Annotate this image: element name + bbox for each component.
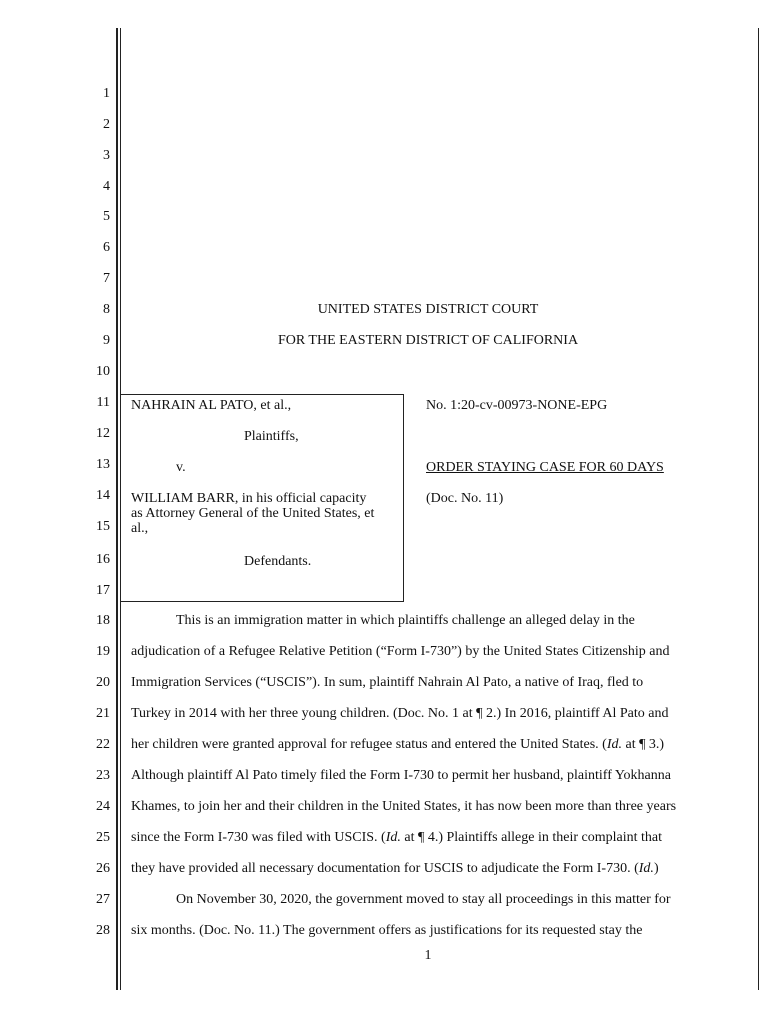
body-line-18: This is an immigration matter in which plaintiffs challenge an alleged delay in the (176, 613, 635, 628)
body-line-25 (131, 830, 662, 846)
plaintiff-role: Plaintiffs, (244, 429, 299, 444)
id-citation: Id. (606, 737, 622, 752)
line-number: 21 (96, 706, 110, 721)
line-number: 15 (96, 519, 110, 534)
page-number: 1 (424, 948, 432, 963)
case-number: No. 1:20-cv-00973-NONE-EPG (426, 398, 608, 413)
line-number: 17 (96, 583, 110, 598)
left-margin-rule-outer (116, 28, 118, 990)
line-number: 22 (96, 737, 110, 752)
line-number: 1 (103, 86, 110, 101)
body-text: since the Form I-730 was filed with USCIS. ( (131, 830, 386, 845)
line-number: 10 (96, 364, 110, 379)
body-line-21: Turkey in 2014 with her three young children. (Doc. No. 1 at ¶ 2.) In 2016, plaintiff Al Pato and (131, 706, 669, 721)
court-name: UNITED STATES DISTRICT COURT (317, 302, 539, 317)
line-number: 9 (103, 333, 110, 348)
body-line-20: Immigration Services (“USCIS”). In sum, plaintiff Nahrain Al Pato, a native of Iraq, fled to (131, 675, 644, 690)
line-number: 20 (96, 675, 110, 690)
line-number: 18 (96, 613, 110, 628)
line-number: 16 (96, 552, 110, 567)
body-text: ) (653, 861, 659, 876)
defendant-line-2: as Attorney General of the United States, et (131, 506, 375, 521)
body-line-26 (131, 861, 659, 877)
line-number: 7 (103, 271, 110, 286)
versus: v. (176, 460, 186, 475)
line-number: 8 (103, 302, 110, 317)
line-number: 27 (96, 892, 110, 907)
doc-reference: (Doc. No. 11) (426, 491, 504, 506)
defendant-role: Defendants. (244, 554, 312, 569)
line-number: 19 (96, 644, 110, 659)
line-number: 12 (96, 426, 110, 441)
body-text: at ¶ 4.) Plaintiffs allege in their complaint that (400, 830, 663, 845)
line-number: 25 (96, 830, 110, 845)
order-title: ORDER STAYING CASE FOR 60 DAYS (426, 460, 664, 475)
line-number: 26 (96, 861, 110, 876)
line-number: 4 (103, 179, 110, 194)
id-citation: Id. (638, 861, 654, 876)
body-text: at ¶ 3.) (621, 737, 665, 752)
plaintiff-name: NAHRAIN AL PATO, et al., (131, 398, 292, 413)
line-number: 3 (103, 148, 110, 163)
defendant-line-3: al., (131, 521, 149, 536)
body-line-23: Although plaintiff Al Pato timely filed the Form I-730 to permit her husband, plaintiff Yokhanna (131, 768, 671, 783)
id-citation: Id. (385, 830, 401, 845)
line-number: 28 (96, 923, 110, 938)
body-line-19: adjudication of a Refugee Relative Petition (“Form I-730”) by the United States Citizenship and (131, 644, 670, 659)
line-number: 5 (103, 209, 110, 224)
body-line-28: six months. (Doc. No. 11.) The government offers as justifications for its requested stay the (131, 923, 643, 938)
body-text: they have provided all necessary documentation for USCIS to adjudicate the Form I-730. ( (131, 861, 639, 876)
line-number: 6 (103, 240, 110, 255)
line-number: 11 (96, 395, 110, 410)
line-number: 13 (96, 457, 110, 472)
line-number: 14 (96, 488, 110, 503)
defendant-line-1: WILLIAM BARR, in his official capacity (131, 491, 367, 506)
line-number: 23 (96, 768, 110, 783)
court-district: FOR THE EASTERN DISTRICT OF CALIFORNIA (277, 333, 579, 348)
body-text: her children were granted approval for refugee status and entered the United States. ( (131, 737, 607, 752)
body-line-24: Khames, to join her and their children in the United States, it has now been more than three years (131, 799, 677, 814)
right-margin-rule (758, 28, 759, 990)
line-number: 24 (96, 799, 110, 814)
line-number: 2 (103, 117, 110, 132)
body-line-27: On November 30, 2020, the government moved to stay all proceedings in this matter for (176, 892, 671, 907)
body-line-22 (131, 737, 664, 753)
